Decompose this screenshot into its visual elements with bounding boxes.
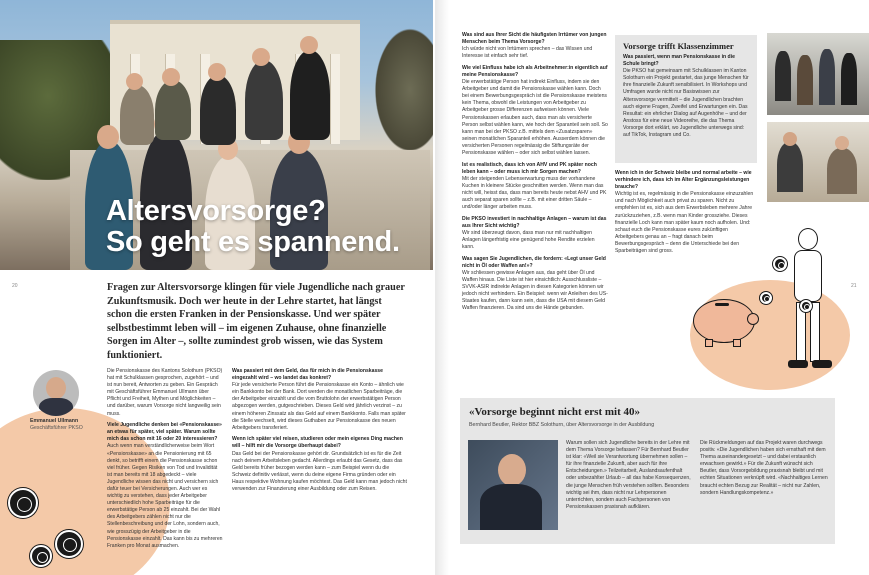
info-box-question: Was passiert, wenn man Pensionskasse in die Schule bringt? <box>623 54 735 68</box>
question: Wenn ich später viel reisen, studieren oder mein eigenes Ding machen will – hilft mir die Vorsorge überhaupt dabei? <box>232 436 403 450</box>
coin-icon <box>55 530 83 558</box>
lead-paragraph: Fragen zur Altersvorsorge klingen für viele Jugendliche nach grauer Zukunftsmusik. Doch wer heute in der Lehre startet, hat längst schon die ersten Franken in der Pensionskasse. Und wer später selbstbestimmt leben will – im eigenen Zuhause, ohne finanzielle Sorgen im Alter –, sollte zumindest grob wissen, wie das System funktioniert. <box>107 282 405 361</box>
coin-icon <box>8 488 38 518</box>
workshop-photo <box>767 122 869 202</box>
question: Was passiert mit dem Geld, das für mich in die Pensionskasse eingezahlt wird – wo landet das konkret? <box>232 368 383 382</box>
article-column-1: Die Pensionskasse des Kantons Solothurn (PKSO) hat mit Schulklassen gesprochen, zugehört – und ist nun bereit, Antworten zu geben. Ein Gespräch mit Geschäftsführer Emmanuel Ullmann über Pflicht und Freiheit, Mythen und Möglichkeiten – und darüber, warum Vorsorge nicht langweilig sein muss. Viele Jugendliche denken bei «Pensionskasse» an etwas für später, viel später. Warum sollte mich das schon mit 16 oder 20 interessieren? Auch wenn man verständlicherweise beim Wort «Pensionskasse» an die Pensionierung mit 65 denkt, so betrifft einem die Pensionskasse schon viel früher. Gegen Risiken von Tod und Invalidität ist man bereits mit 18 abgedeckt – viele Jugendliche wissen das nicht und versichern sich dafür teuer bei Versicherungen. Auch wer es wichtig zu verstehen, dass jeder Arbeitgeber unterschiedlich hohe Sparbeiträge für die erwerbstätige Person ab 25 einzahlt. Bei der Wahl des Arbeitgebers zählen nicht nur die Stellenbeschreibung und der Lohn, sondern auch, wie grosszügig der Arbeitgeber in die Pensionskasse einzahlt. Das kann bis zu mehreren Franken pro Monat ausmachen. <box>107 368 223 549</box>
class-photo <box>767 33 869 115</box>
question: Was sind aus Ihrer Sicht die häufigsten Irrtümer von jungen Menschen beim Thema Vorsorge? <box>462 32 607 46</box>
interview-column-1: Warum sollen sich Jugendliche bereits in der Lehre mit dem Thema Vorsorge befassen? Für Bernhard Beutler ist klar: «Weil sie Verantwortung übernehmen sollen – für ihre finanzielle Zukunft, aber auch für ihre Entscheidungen.» Teilzeitarbeit, Auslandsaufenthalt oder unbezahlter Urlaub – all das habe Konsequenzen, die junge Menschen früh verstehen sollten. Besonders wichtig sei ihm, dass nicht nur Lehrpersonen unterrichten, sondern auch Fachpersonen von Pensionskassen praxisnah aufklären. <box>566 440 691 510</box>
coin-icon <box>773 257 787 271</box>
left-page <box>0 0 434 575</box>
bernhard-beutler-photo <box>468 440 558 530</box>
page-number: 21 <box>851 283 857 289</box>
portrait-name: Emmanuel Ullmann <box>30 418 79 424</box>
interview-column-2: Die Rückmeldungen auf das Projekt waren durchwegs positiv. «Die Jugendlichen haben sich ernsthaft mit dem Thema auseinandergesetzt – und dabei erstaunlich erwachsen gewirkt.» Für die Zukunft wünscht sich Beutler, dass Vorsorgebildung praxisnah bleibt und mit echten Situationen verknüpft wird. «Nachhaltiges Lernen braucht echten Bezug zur Realität – nicht nur Zahlen, sondern Handlungskompetenz.» <box>700 440 828 496</box>
question: Was sagen Sie Jugendlichen, die fordern: «Legt unser Geld nicht in Öl oder Waffen an!»? <box>462 255 606 269</box>
coin-icon <box>760 292 772 304</box>
piggy-bank-illustration <box>693 295 761 347</box>
info-box-title: Vorsorge trifft Klassenzimmer <box>623 41 734 51</box>
interview-box <box>460 398 835 544</box>
interview-box-title: «Vorsorge beginnt nicht erst mit 40» <box>469 406 640 418</box>
portrait-role: Geschäftsführer PKSO <box>30 425 83 431</box>
info-box <box>615 35 757 163</box>
coin-icon <box>800 300 812 312</box>
article-column-2: Was passiert mit dem Geld, das für mich in die Pensionskasse eingezahlt wird – wo landet das konkret? Für jede versicherte Person führt die Pensionskasse ein Konto – ähnlich wie ein Bankkonto bei der Bank. Dort werden die monatlichen Sparbeiträge, die der Arbeitgeber einzahlt und die vom Bruttolohn der erwerbstätigen Person abgezogen werden, gutgeschrieben. Dieses Geld wird jährlich verzinst – zu einem höheren Zinssatz als das Geld auf einem Bankkonto. Falls man später die Stelle wechselt, wird dieses Guthaben zur Pensionskasse des neuen Arbeitgebers transferiert. Wenn ich später viel reisen, studieren oder mein eigenes Ding machen will – hilft mir die Vorsorge überhaupt dabei? Das Geld bei der Pensionskasse gehört dir. Grundsätzlich ist es für die Zeit nach deinem Arbeitsleben gedacht. Allerdings erlaubt das Gesetz, dass das Geld bereits früher bezogen werden kann – zum Beispiel wenn du die Schweiz definitiv verlässt, wenn du deine eigene Firma gründen oder ein Haus respektive Wohnung kaufen möchtest. Das Geld kann man jedoch nicht verwenden zur Finanzierung einer Ausbildung oder zum Reisen. <box>232 368 407 492</box>
coin-icon <box>30 545 52 567</box>
portrait-photo <box>33 370 79 416</box>
info-box-text: Die PKSO hat gemeinsam mit Schulklassen im Kanton Solothurn ein Projekt gestartet, das junge Menschen für ihre finanzielle Zukunft sensibilisiert. In Workshops und Umfragen wurde nicht nur Basiswissen zur Altersvorsorge vermittelt – die Jugendlichen brachten auch eigene Fragen, Zweifel und Erwartungen ein. Das Resultat: ein ehrlicher Dialog auf Augenhöhe – und der Anstoss für eine neue Videoreihe, die das Thema Vorsorge dort erklärt, wo Jugendliche unterwegs sind: auf TikTok, Instagram und Co. <box>623 68 749 139</box>
question: Viele Jugendliche denken bei «Pensionskasse» an etwas für später, viel später. Warum sollte mich das schon mit 16 oder 20 interessieren? <box>107 422 222 443</box>
question: Wenn ich in der Schweiz bleibe und normal arbeite – wie verhindere ich, dass ich im Alter Ergänzungsleistungen brauche? <box>615 170 752 191</box>
question: Ist es realistisch, dass ich von AHV und PK später noch leben kann – oder muss ich mir Sorgen machen? <box>462 161 597 175</box>
page-number: 20 <box>12 283 18 289</box>
question: Die PKSO investiert in nachhaltige Anlagen – warum ist das aus Ihrer Sicht wichtig? <box>462 215 607 229</box>
hero-title: Altersvorsorge? So geht es spannend. <box>106 195 400 258</box>
question: Wie viel Einfluss habe ich als Arbeitnehmer:in eigentlich auf meine Pensionskasse? <box>462 64 608 78</box>
article-column-3: Was sind aus Ihrer Sicht die häufigsten Irrtümer von jungen Menschen beim Thema Vorsorge? Ich würde nicht von Irrtümern sprechen – das Wissen und Interesse ist einfach sehr tief. Wie viel Einfluss habe ich als Arbeitnehmer:in eigentlich auf meine Pensionskasse? Die erwerbstätige Person hat indirekt Einfluss, indem sie den Arbeitgeber und damit die Pensionskasse wählen kann. Doch bei einem Bewerbungsgespräch ist die Pensionskasse meistens kein Thema, obwohl die Leistungen von Arbeitgeber zu Arbeitgeber grosse Differenzen aufweisen können. Viele Pensionskassen erlauben auch, dass man als versicherte Person selbst wählen kann, wie hoch der Sparanteil sein soll. So kann man bei der PKSO z.B. mittels dem «Zusatzsparen» seinen monatlichen Sparanteil erhöhen. Ausserdem können die versicherten Personen regelmässig die Stiftungsräte der Pensionskasse wählen – oder sich selbst wählen lassen. Ist es realistisch, dass ich von AHV und PK später noch leben kann – oder muss ich mir Sorgen machen? Mit der steigenden Lebenserwartung muss der vorhandene Kuchen in kleinere Stücke geschnitten werden. Wenn man das nicht will, heisst das, dass man bereits heute nebst AHV und PK auch separat sparen sollte – z.B. mit einer dritten Säule – und/oder länger arbeiten muss. Die PKSO investiert in nachhaltige Anlagen – warum ist das aus Ihrer Sicht wichtig? Wir sind überzeugt davon, dass man nur mit nachhaltigen Anlagen längerfristig eine genügend hohe Rendite erzielen kann. Was sagen Sie Jugendlichen, die fordern: «Legt unser Geld nicht in Öl oder Waffen an!»? Wir schliessen gewisse Anlagen aus, das geht über Öl und Waffen hinaus. Die Liste ist hier einsichtlich: Ausschlussliste – SVVK-ASIR indirekte Anlagen in diesen Kategorien können wir jedoch nicht verhindern. Ein Beispiel: wenn wir Anleihen des US-Staates kaufen, dann kann sein, dass die USA mit diesem Geld Waffen finanzieren. Da sind uns die Hände gebunden. <box>462 32 608 312</box>
gutter-shadow <box>435 0 449 575</box>
interview-box-subtitle: Bernhard Beutler, Rektor BBZ Solothurn, über Altersvorsorge in der Ausbildung <box>469 422 655 428</box>
article-column-4: Wenn ich in der Schweiz bleibe und normal arbeite – wie verhindere ich, dass ich im Alter Ergänzungsleistungen brauche? Wichtig ist es, regelmässig in die Pensionskasse einzuzahlen und nach Möglichkeit auch privat zu sparen. Nicht zu empfehlen ist es, sich aus dem Erwerbsleben mehrere Jahre zurückzuziehen, z.B. wenn man Kinder grossziehe. Dieses finanzielle Loch kann man später kaum noch aufholen. Und: schaut euch die Pensionskasse eures zukünftigen Arbeitgebers genau an – fragt danach beim Bewerbungsgespräch – denn die Unterschiede bei den Sparbeiträgen sind gross. <box>615 170 754 255</box>
hero-photo <box>0 0 433 270</box>
